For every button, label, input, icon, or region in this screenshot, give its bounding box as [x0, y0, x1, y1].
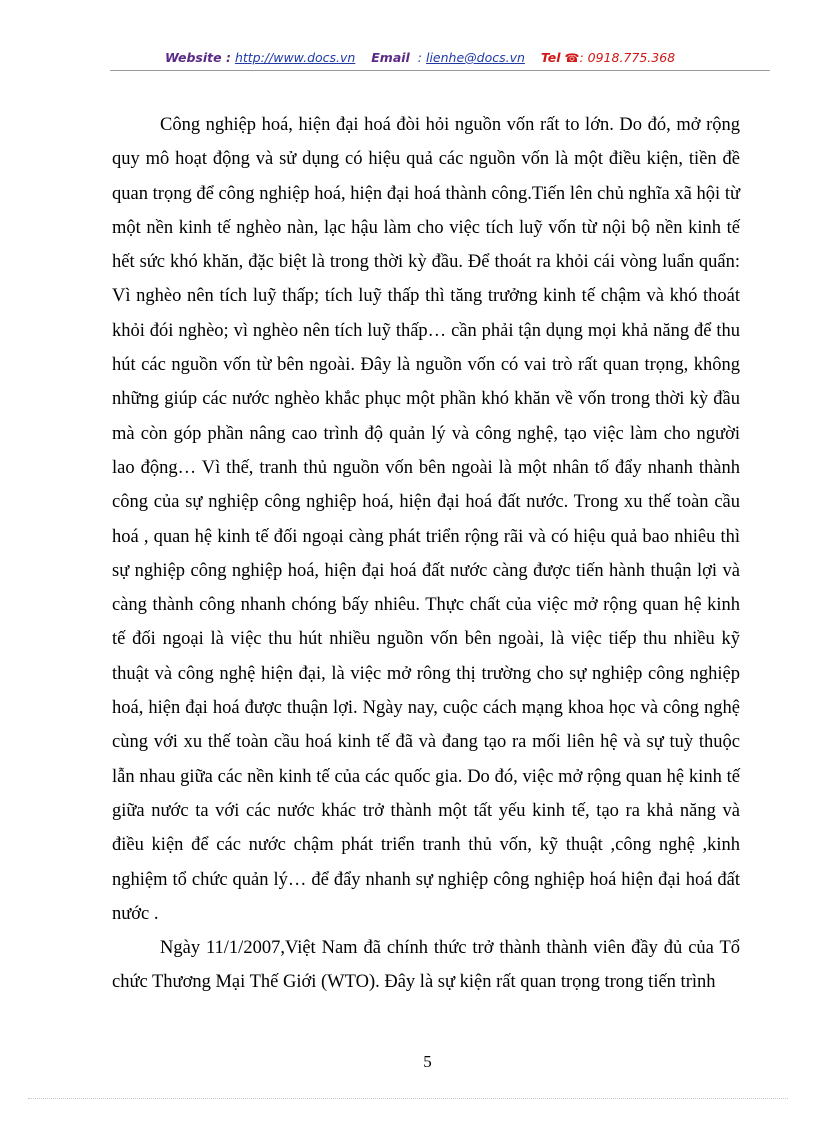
page-number: 5	[423, 1052, 432, 1071]
footer-divider	[28, 1098, 788, 1099]
email-separator: :	[417, 50, 422, 65]
telephone-icon: ☎	[564, 51, 580, 65]
document-body	[112, 108, 740, 1000]
website-link[interactable]: http://www.docs.vn	[234, 50, 356, 65]
header-divider	[110, 70, 770, 71]
paragraph-1: Công nghiệp hoá, hiện đại hoá đòi hỏi nguồn vốn rất to lớn. Do đó, mở rộng quy mô hoạt động và sử dụng có hiệu quả các nguồn vốn là một điều kiện, tiền đề quan trọng để công nghiệp hoá, hiện đại hoá thành công.Tiến lên chủ nghĩa xã hội từ một nền kinh tế nghèo nàn, lạc hậu làm cho việc tích luỹ vốn từ nội bộ nền kinh tế hết sức khó khăn, đặc biệt là trong thời kỳ đầu. Để thoát ra khỏi cái vòng luẩn quẩn: Vì nghèo nên tích luỹ thấp; tích luỹ thấp thì tăng trưởng kinh tế chậm và khó thoát khỏi đói nghèo; vì nghèo nên tích luỹ thấp… cần phải tận dụng mọi khả năng để thu hút các nguồn vốn từ bên ngoài. Đây là nguồn vốn có vai trò rất quan trọng, không những giúp các nước nghèo khắc phục một phần khó khăn về vốn trong thời kỳ đầu mà còn góp phần nâng cao trình độ quản lý và công nghệ, tạo việc làm cho người lao động… Vì thế, tranh thủ nguồn vốn bên ngoài là một nhân tố đẩy nhanh thành công của sự nghiệp công nghiệp hoá, hiện đại hoá đất nước. Trong xu thế toàn cầu hoá , quan hệ kinh tế đối ngoại càng phát triển rộng rãi và có hiệu quả bao nhiêu thì sự nghiệp công nghiệp hoá, hiện đại hoá đất nước càng được tiến hành thuận lợi và càng thành công nhanh chóng bấy nhiêu. Thực chất của việc mở rộng quan hệ kinh tế đối ngoại là việc thu hút nhiều nguồn vốn bên ngoài, là việc tiếp thu nhiều kỹ thuật và công nghệ hiện đại, là việc mở rông thị trường cho sự nghiệp công nghiệp hoá, hiện đại hoá được thuận lợi. Ngày nay, cuộc cách mạng khoa học và công nghệ cùng với xu thế toàn cầu hoá kinh tế đã và đang tạo ra mối liên hệ và sự tuỳ thuộc lẫn nhau giữa các nền kinh tế của các quốc gia. Do đó, việc mở rộng quan hệ kinh tế giữa nước ta với các nước khác trở thành một tất yếu kinh tế, tạo ra khả năng và điều kiện để các nước chậm phát triển tranh thủ vốn, kỹ thuật ,công nghệ ,kinh nghiệm tổ chức quản lý… để đẩy nhanh sự nghiệp công nghiệp hoá hiện đại hoá đất nước .	[112, 115, 740, 924]
paragraph-2: Ngày 11/1/2007,Việt Nam đã chính thức trở thành thành viên đầy đủ của Tổ chức Thương Mại Thế Giới (WTO). Đây là sự kiện rất quan trọng trong tiến trình	[112, 938, 740, 993]
tel-group	[541, 50, 675, 65]
tel-label: Tel	[540, 50, 561, 65]
email-label: Email	[371, 50, 410, 65]
website-label: Website :	[165, 50, 231, 65]
page-header	[165, 50, 675, 65]
email-link[interactable]: lienhe@docs.vn	[425, 50, 525, 65]
tel-number: : 0918.775.368	[579, 50, 676, 65]
